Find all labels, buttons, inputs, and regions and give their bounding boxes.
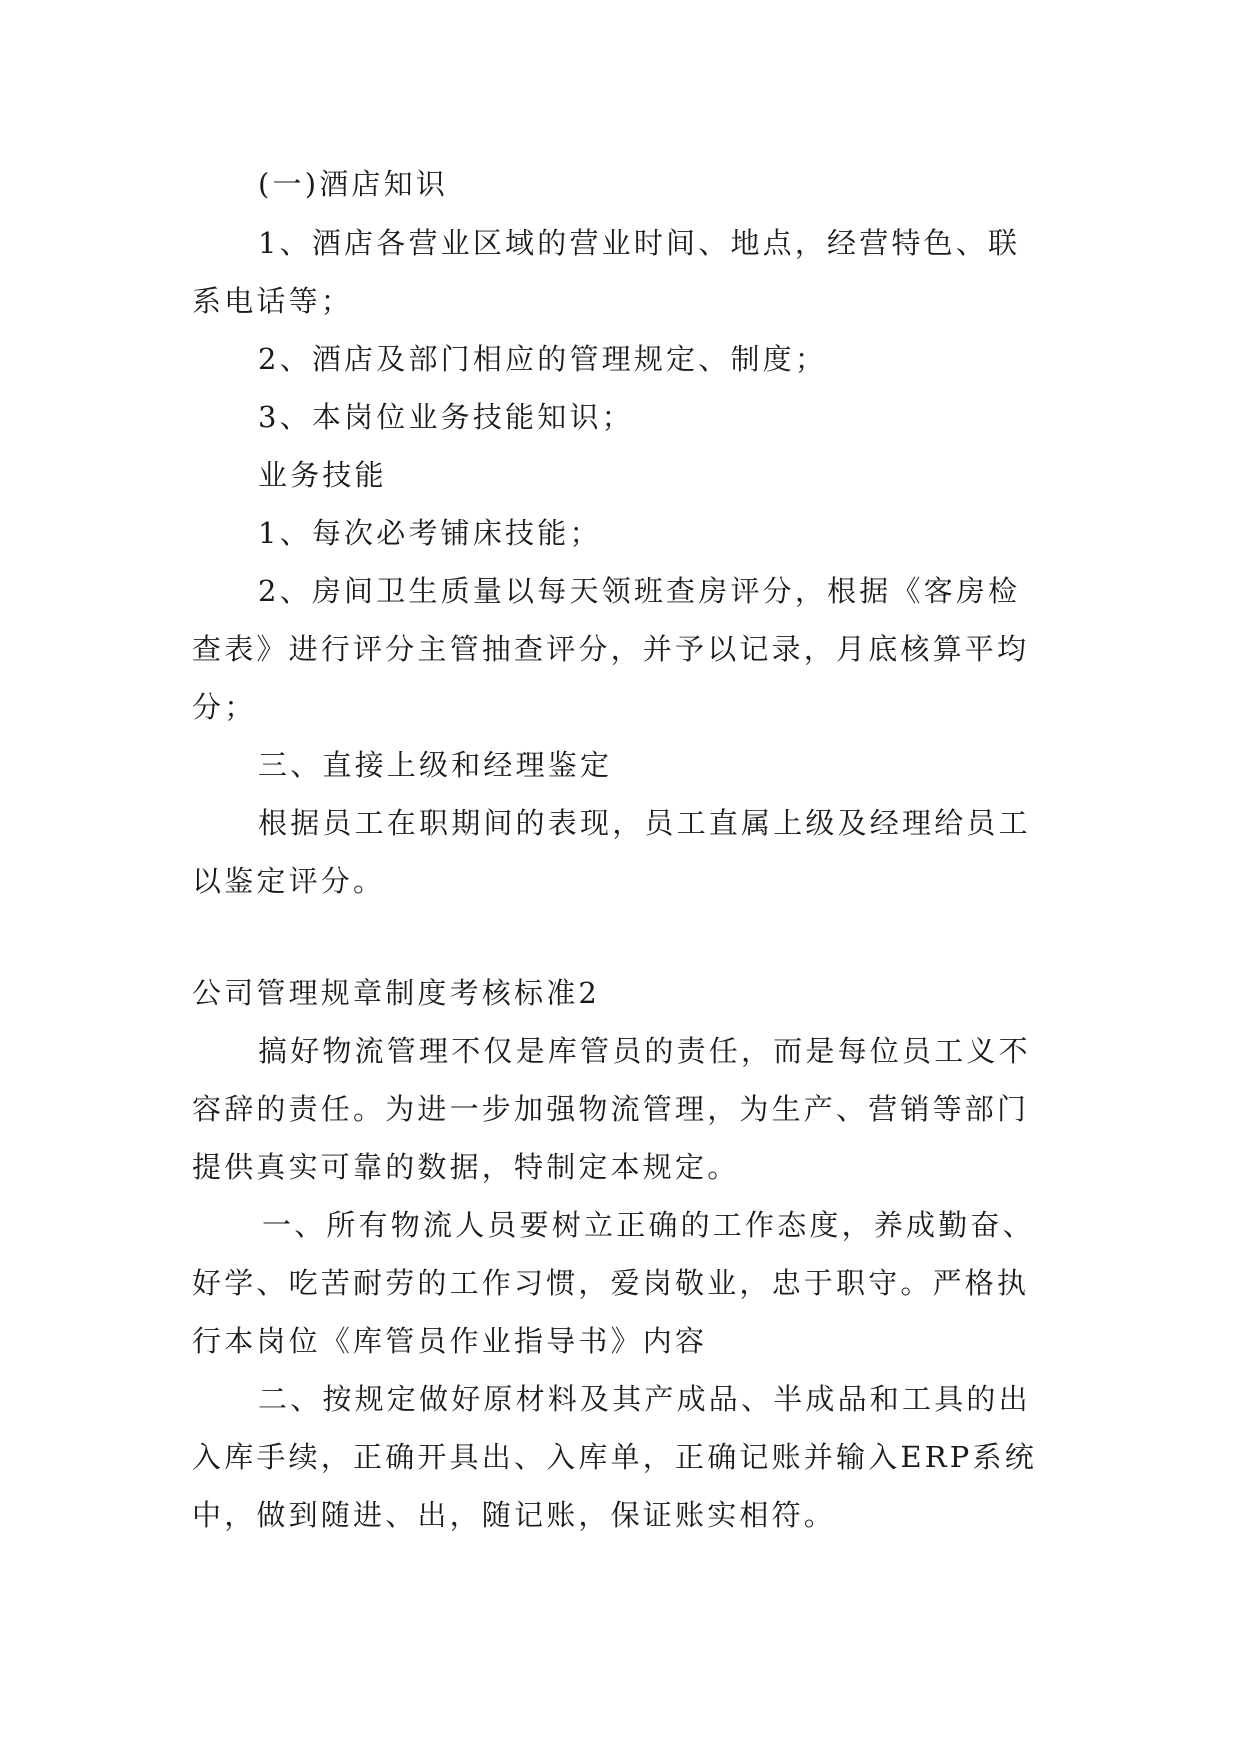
paragraph-line: 1、每次必考铺床技能； — [258, 516, 602, 550]
paragraph-line: 提供真实可靠的数据，特制定本规定。 — [192, 1150, 740, 1184]
paragraph-line: 查表》进行评分主管抽查评分，并予以记录，月底核算平均 — [192, 632, 1030, 666]
paragraph-line: 行本岗位《库管员作业指导书》内容 — [192, 1324, 708, 1358]
paragraph-line: 系电话等； — [192, 284, 354, 318]
paragraph-line: 一、所有物流人员要树立正确的工作态度，养成勤奋、 — [262, 1208, 1035, 1242]
paragraph-line: 根据员工在职期间的表现，员工直属上级及经理给员工 — [258, 806, 1031, 840]
paragraph-line: 1、酒店各营业区域的营业时间、地点，经营特色、联 — [258, 226, 1021, 260]
paragraph-line: 2、房间卫生质量以每天领班查房评分，根据《客房检 — [258, 574, 1021, 608]
paragraph-line: 以鉴定评分。 — [192, 864, 386, 898]
paragraph-line: 中，做到随进、出，随记账，保证账实相符。 — [192, 1498, 837, 1532]
paragraph-line: 分； — [192, 690, 257, 724]
paragraph-line: 好学、吃苦耐劳的工作习惯，爱岗敬业，忠于职守。严格执 — [192, 1266, 1030, 1300]
section-heading-business-skills: 业务技能 — [258, 458, 387, 492]
paragraph-line: 容辞的责任。为进一步加强物流管理，为生产、营销等部门 — [192, 1092, 1030, 1126]
section-heading-supervisor-appraisal: 三、直接上级和经理鉴定 — [258, 748, 613, 782]
paragraph-line: 2、酒店及部门相应的管理规定、制度； — [258, 342, 828, 376]
paragraph-line: 3、本岗位业务技能知识； — [258, 400, 634, 434]
document-title: 公司管理规章制度考核标准2 — [192, 976, 601, 1010]
paragraph-line: 二、按规定做好原材料及其产成品、半成品和工具的出 — [258, 1382, 1031, 1416]
paragraph-line: 搞好物流管理不仅是库管员的责任，而是每位员工义不 — [258, 1034, 1031, 1068]
paragraph-line: 入库手续，正确开具出、入库单，正确记账并输入ERP系统 — [192, 1440, 1037, 1474]
section-heading-hotel-knowledge: (一)酒店知识 — [258, 167, 449, 201]
